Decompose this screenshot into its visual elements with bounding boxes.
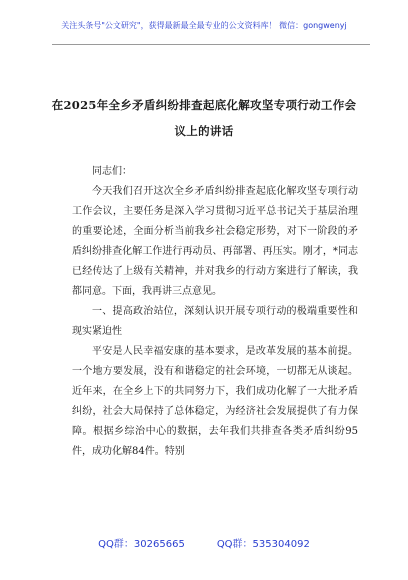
header-divider	[52, 44, 370, 45]
salutation: 同志们：	[92, 166, 132, 177]
paragraph-section-1: 平安是人民幸福安康的基本要求，是改革发展的基本前提。一个地方要发展，没有和谐稳定的社会环境，一切都无从谈起。近年来，在全乡上下的共同努力下，我们成功化解了一大批矛盾纠纷，社会大局保持了总体稳定，为经济社会发展提供了有力保障。根据乡综治中心的数据，去年我们共排查各类矛盾纠纷95件，成功化解84件。特别	[72, 346, 358, 457]
footer-contact	[0, 535, 408, 550]
paragraph-opening: 今天我们召开这次全乡矛盾纠纷排查起底化解攻坚专项行动工作会议，主要任务是深入学习贯彻习近平总书记关于基层治理的重要论述，全面分析当前我乡社会稳定形势，对下一阶段的矛盾纠纷排查化解工作进行再动员、再部署、再压实。刚才，*同志已经传达了上级有关精神，并对我乡的行动方案进行了解读，我都同意。下面，我再讲三点意见。	[72, 186, 358, 297]
footer-qq-group-2: QQ群：535304092	[216, 539, 310, 550]
header-promo-note: 关注头条号"公文研究"，获得最新最全最专业的公文资料库！ 微信：gongwenyj	[61, 21, 347, 30]
document-title-line-2: 议上的讲话	[174, 124, 234, 138]
document-title-line-1: 在2025年全乡矛盾纠纷排查起底化解攻坚专项行动工作会	[51, 98, 357, 112]
footer-qq-group-1: QQ群：30265665	[98, 539, 185, 550]
document-body	[72, 162, 358, 462]
section-heading-1: 一、提高政治站位，深刻认识开展专项行动的极端重要性和现实紧迫性	[72, 306, 358, 337]
